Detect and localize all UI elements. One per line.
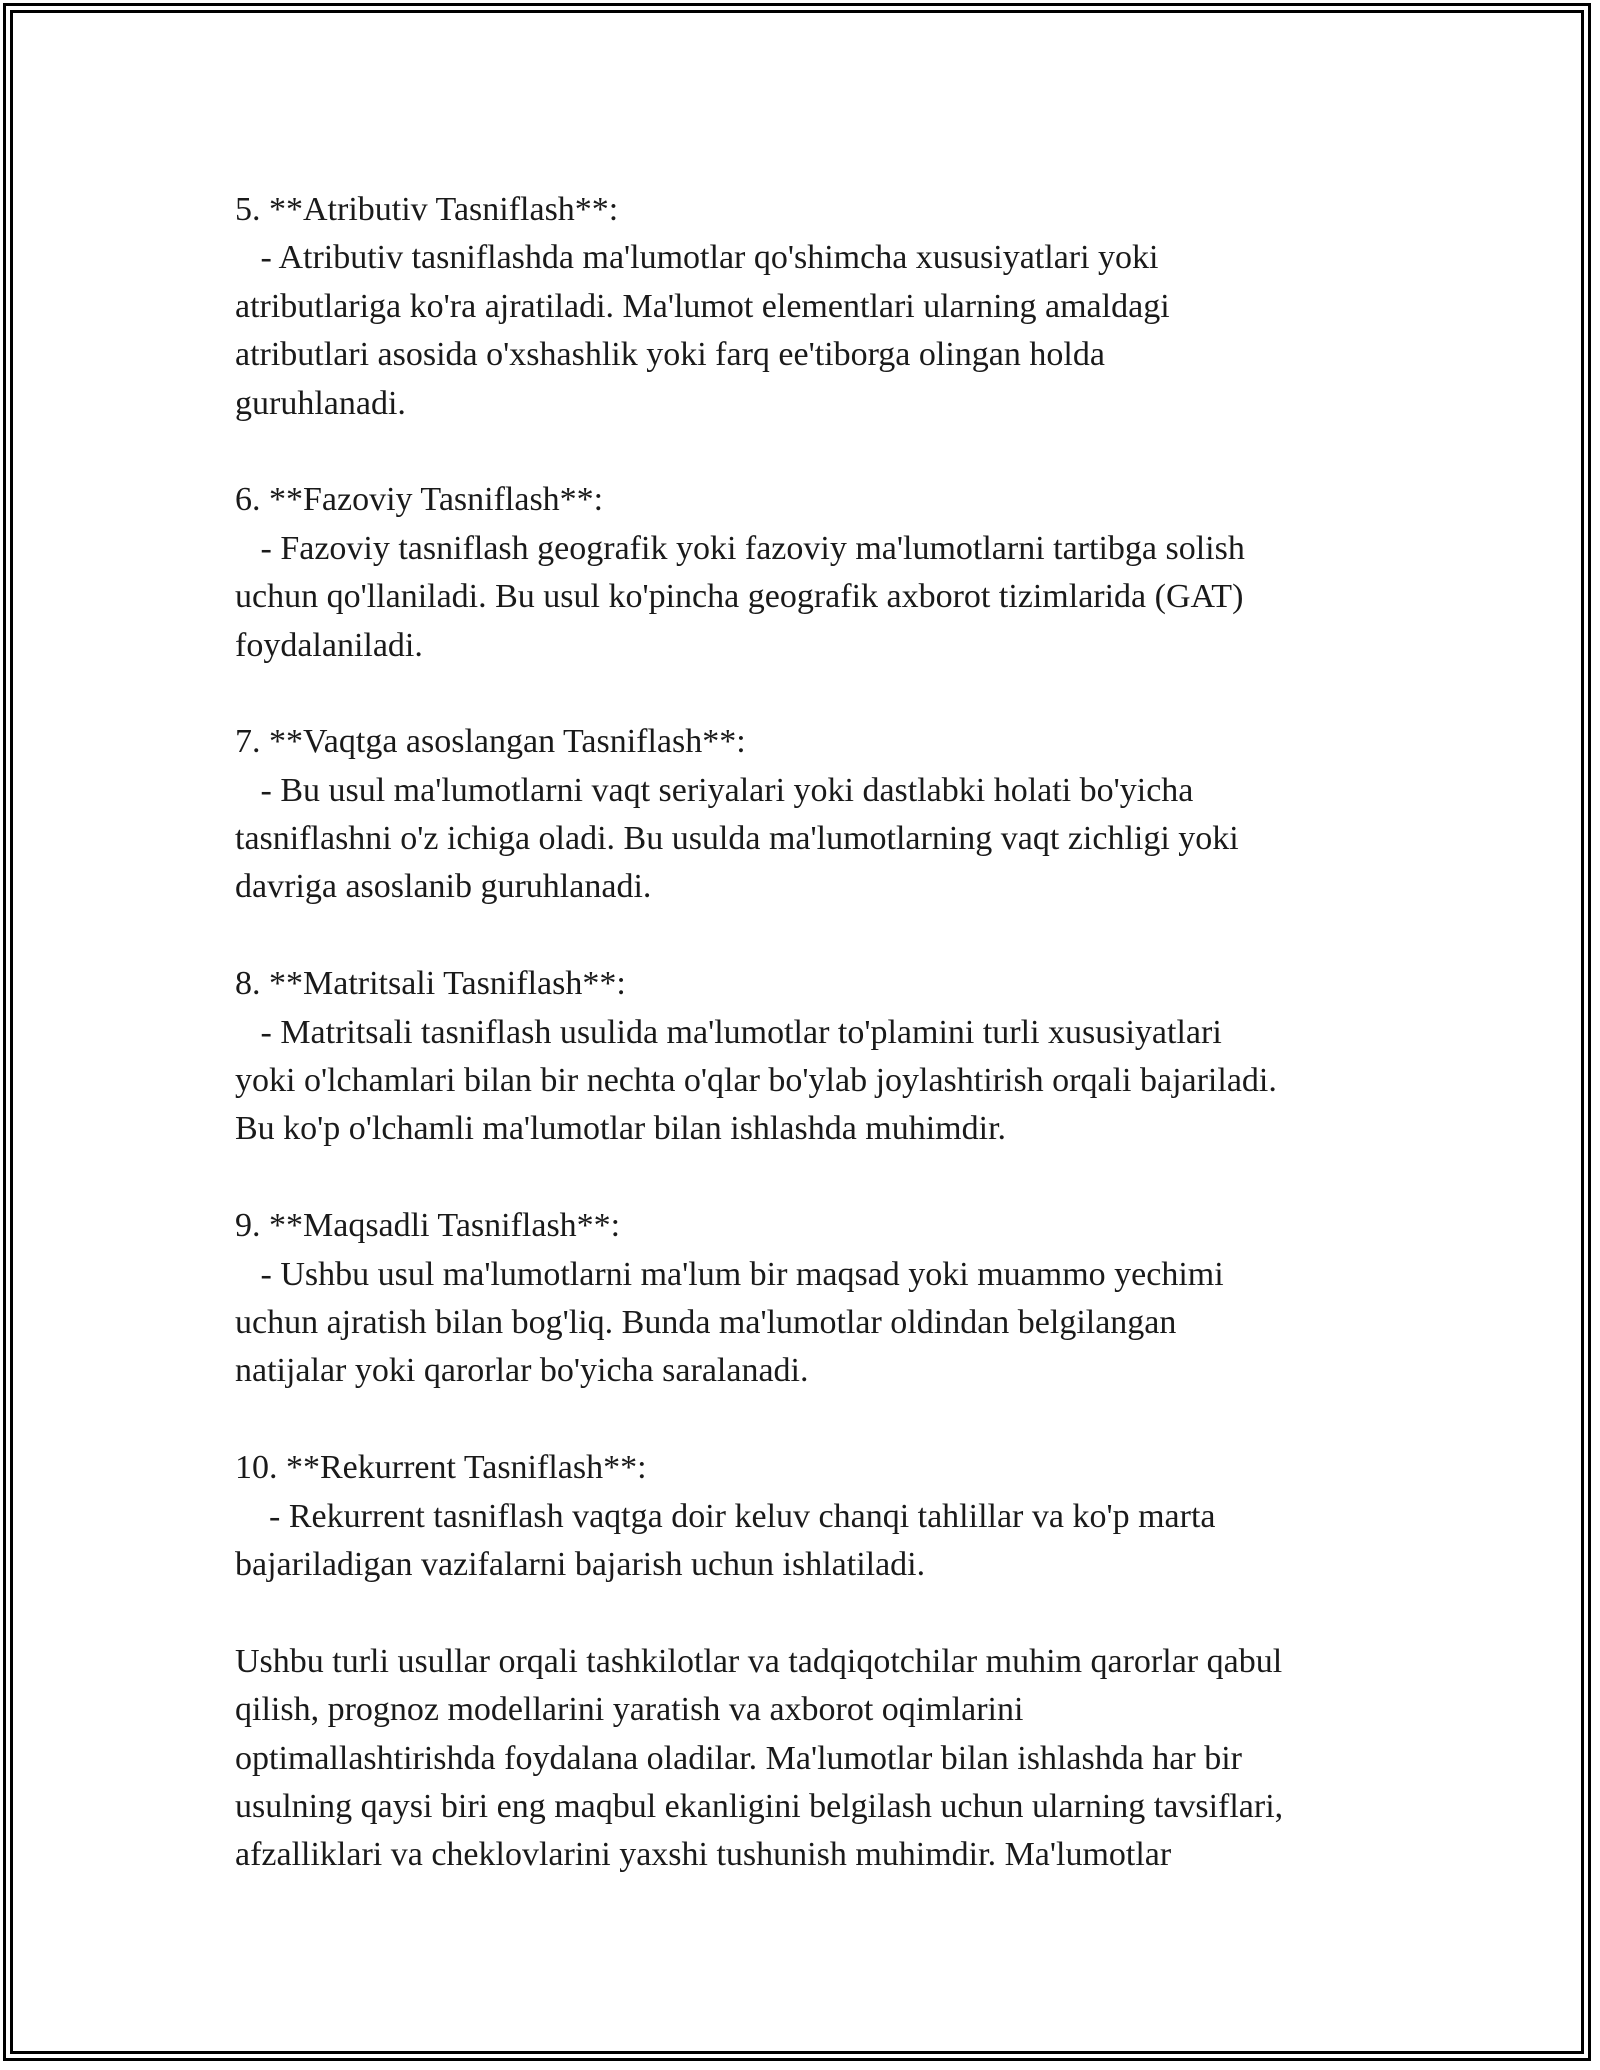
- paragraph-line: uchun qo'llaniladi. Bu usul ko'pincha geografik axborot tizimlarida (GAT): [235, 578, 1244, 616]
- section-heading: 6. **Fazoviy Tasniflash**:: [235, 481, 604, 519]
- section-heading: 9. **Maqsadli Tasniflash**:: [235, 1207, 621, 1245]
- section-atributiv: [235, 186, 1385, 428]
- section-heading: 7. **Vaqtga asoslangan Tasniflash**:: [235, 723, 746, 761]
- paragraph-line: afzalliklari va cheklovlarini yaxshi tushunish muhimdir. Ma'lumotlar: [235, 1836, 1172, 1874]
- paragraph-line: - Matritsali tasniflash usulida ma'lumotlar to'plamini turli xususiyatlari: [235, 1013, 1222, 1051]
- paragraph-line: natijalar yoki qarorlar bo'yicha saralanadi.: [235, 1352, 809, 1390]
- paragraph-line: qilish, prognoz modellarini yaratish va axborot oqimlarini: [235, 1691, 1024, 1729]
- paragraph-line: bajariladigan vazifalarni bajarish uchun ishlatiladi.: [235, 1545, 926, 1583]
- paragraph-line: - Atributiv tasniflashda ma'lumotlar qo'shimcha xususiyatlari yoki: [235, 239, 1159, 277]
- paragraph-line: davriga asoslanib guruhlanadi.: [235, 868, 652, 906]
- blank-line: [235, 1154, 1385, 1202]
- section-matritsali: [235, 960, 1385, 1154]
- paragraph-line: yoki o'lchamlari bilan bir nechta o'qlar bo'ylab joylashtirish orqali bajariladi.: [235, 1062, 1277, 1100]
- paragraph-line: uchun ajratish bilan bog'liq. Bunda ma'lumotlar oldindan belgilangan: [235, 1303, 1177, 1341]
- section-rekurrent: [235, 1444, 1385, 1589]
- paragraph-line: optimallashtirishda foydalana oladilar. Ma'lumotlar bilan ishlashda har bir: [235, 1739, 1242, 1777]
- blank-line: [235, 912, 1385, 960]
- paragraph-line: - Ushbu usul ma'lumotlarni ma'lum bir maqsad yoki muammo yechimi: [235, 1255, 1224, 1293]
- section-vaqtga: [235, 718, 1385, 912]
- conclusion-paragraph: [235, 1638, 1385, 1880]
- paragraph-line: usulning qaysi biri eng maqbul ekanligini belgilash uchun ularning tavsiflari,: [235, 1787, 1284, 1825]
- paragraph-line: - Rekurrent tasniflash vaqtga doir keluv chanqi tahlillar va ko'p marta: [235, 1497, 1216, 1535]
- section-heading: 5. **Atributiv Tasniflash**:: [235, 191, 619, 228]
- paragraph-line: guruhlanadi.: [235, 384, 406, 422]
- paragraph-line: - Bu usul ma'lumotlarni vaqt seriyalari yoki dastlabki holati bo'yicha: [235, 771, 1194, 809]
- section-heading: 10. **Rekurrent Tasniflash**:: [235, 1449, 647, 1487]
- paragraph-line: - Fazoviy tasniflash geografik yoki fazoviy ma'lumotlarni tartibga solish: [235, 529, 1245, 567]
- paragraph-line: tasniflashni o'z ichiga oladi. Bu usulda ma'lumotlarning vaqt zichligi yoki: [235, 820, 1239, 858]
- paragraph-line: Bu ko'p o'lchamli ma'lumotlar bilan ishlashda muhimdir.: [235, 1110, 1007, 1148]
- blank-line: [235, 1396, 1385, 1444]
- paragraph-line: atributlariga ko'ra ajratiladi. Ma'lumot elementlari ularning amaldagi: [235, 287, 1170, 325]
- paragraph-line: foydalaniladi.: [235, 626, 423, 664]
- document-body: [235, 186, 1385, 1880]
- section-maqsadli: [235, 1202, 1385, 1396]
- blank-line: [235, 670, 1385, 718]
- blank-line: [235, 428, 1385, 476]
- paragraph-line: Ushbu turli usullar orqali tashkilotlar va tadqiqotchilar muhim qarorlar qabul: [235, 1642, 1283, 1680]
- paragraph-line: atributlari asosida o'xshashlik yoki farq ee'tiborga olingan holda: [235, 336, 1105, 374]
- blank-line: [235, 1589, 1385, 1637]
- section-fazoviy: [235, 476, 1385, 670]
- section-heading: 8. **Matritsali Tasniflash**:: [235, 965, 626, 1003]
